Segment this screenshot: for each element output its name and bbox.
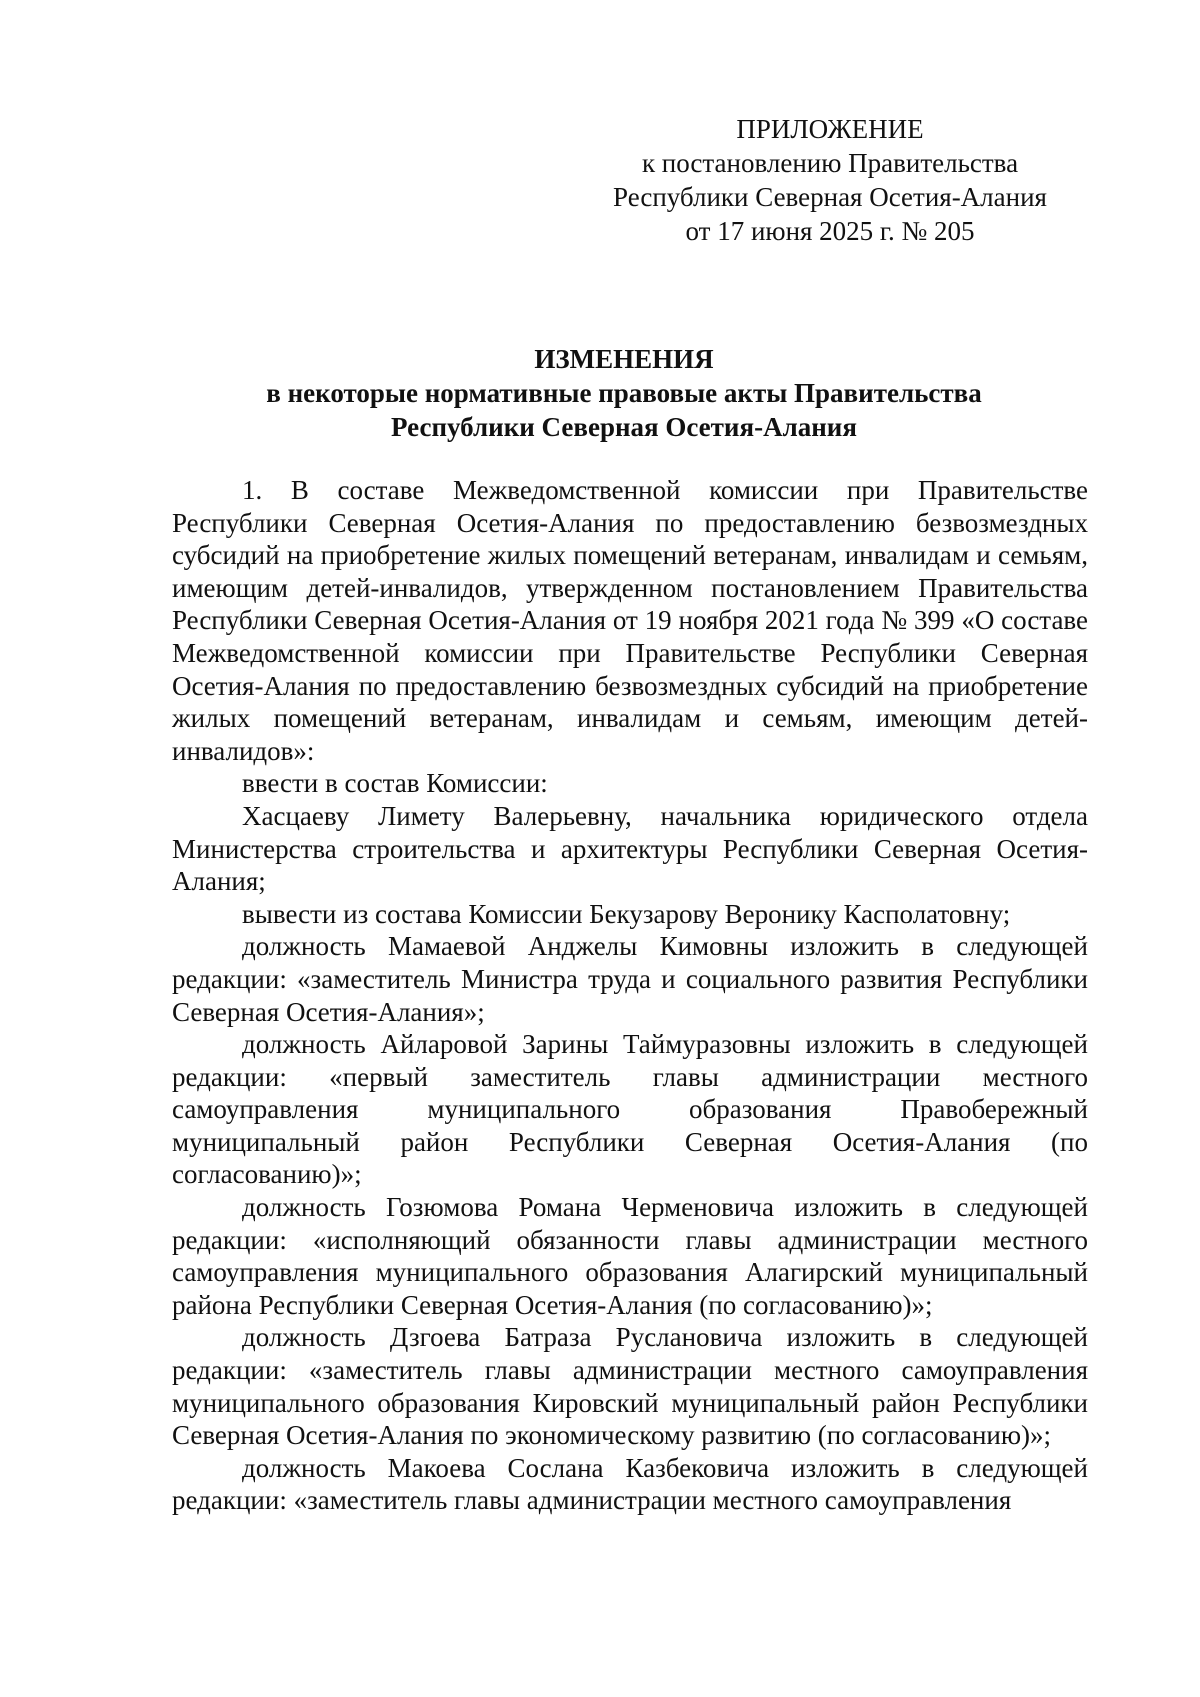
body-paragraph: должность Мамаевой Анджелы Кимовны изложить в следующей редакции: «заместитель Министра труда и социального развития Республики Северная Осетия-Алания»; — [172, 931, 1088, 1027]
appendix-line: Республики Северная Осетия-Алания — [613, 182, 1047, 212]
body-paragraph: должность Макоева Сослана Казбековича изложить в следующей редакции: «заместитель главы администрации местного самоуправления — [172, 1452, 1088, 1516]
body-paragraph: должность Гозюмова Романа Черменовича изложить в следующей редакции: «исполняющий обязанности главы администрации местного самоуправления муниципального образования Алагирский муниципальный района Республики Северная Осетия-Алания (по согласованию)»; — [172, 1192, 1088, 1320]
document-heading — [160, 342, 1088, 444]
body-paragraph: Хасцаеву Лимету Валерьевну, начальника юридического отдела Министерства строительства и архитектуры Республики Северная Осетия-Алания; — [172, 800, 1088, 897]
body-paragraph: должность Айларовой Зарины Таймуразовны изложить в следующей редакции: «первый заместитель главы администрации местного самоуправления муниципального образования Правобережный муниципальный район Республики Северная Осетия-Алания (по согласованию)»; — [172, 1029, 1088, 1190]
appendix-line: к постановлению Правительства — [641, 148, 1019, 178]
appendix-title: ПРИЛОЖЕНИЕ — [736, 114, 924, 144]
body-paragraph: ввести в состав Комиссии: — [242, 768, 548, 799]
appendix-header — [600, 112, 1060, 248]
body-paragraph: вывести из состава Комиссии Бекузарову Веронику Касполатовну; — [242, 898, 1011, 929]
appendix-date: от 17 июня 2025 г. № 205 — [685, 216, 975, 246]
body-paragraph: должность Дзгоева Батраза Руслановича изложить в следующей редакции: «заместитель главы администрации местного самоуправления муниципального образования Кировский муниципальный район Республики Северная Осетия-Алания по экономическому развитию (по согласованию)»; — [172, 1322, 1088, 1451]
heading-title: ИЗМЕНЕНИЯ — [534, 344, 714, 374]
document-body — [172, 474, 1088, 1517]
heading-subtitle: Республики Северная Осетия-Алания — [391, 412, 857, 442]
body-paragraph: 1. В составе Межведомственной комиссии при Правительстве Республики Северная Осетия-Алания по предоставлению безвозмездных субсидий на приобретение жилых помещений ветеранам, инвалидам и семьям, имеющим детей-инвалидов, утвержденном постановлением Правительства Республики Северная Осетия-Алания от 19 ноября 2021 года № 399 «О составе Межведомственной комиссии при Правительстве Республики Северная Осетия-Алания по предоставлению безвозмездных субсидий на приобретение жилых помещений ветеранам, инвалидам и семьям, имеющим детей-инвалидов»: — [172, 475, 1088, 766]
heading-subtitle: в некоторые нормативные правовые акты Правительства — [266, 378, 982, 408]
